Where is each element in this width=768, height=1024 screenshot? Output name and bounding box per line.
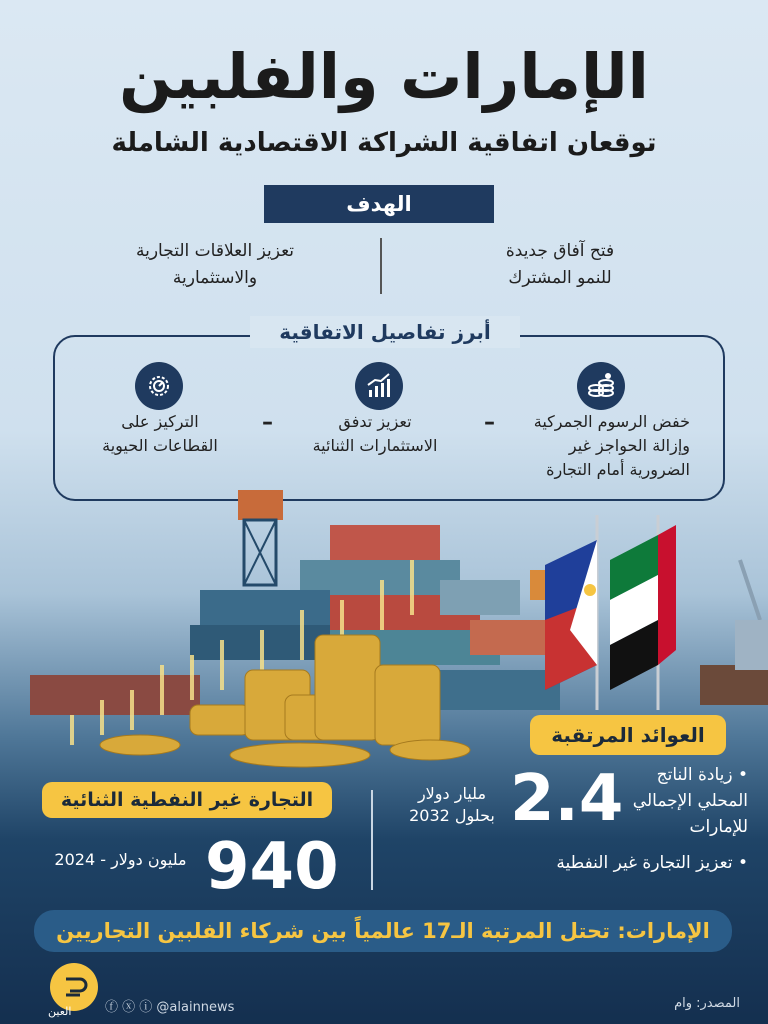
social-icons: ⓕ ⓧ ⓘ [105, 1000, 157, 1015]
gdp-unit [398, 783, 506, 827]
detail-item-2-line2: الاستثمارات الثنائية [312, 436, 438, 455]
bullet-dot: • [732, 765, 748, 785]
tower-illustration [238, 490, 283, 585]
gdp-unit-line1: مليار دولار [417, 784, 487, 803]
trade-unit: مليون دولار - 2024 [54, 850, 187, 869]
source-credit: المصدر: وام [674, 996, 740, 1011]
separator-dash: – [262, 410, 273, 435]
goal-left [80, 238, 350, 292]
goal-right-line2: للنمو المشترك [508, 268, 612, 288]
detail-item-1-line2: وإزالة الحواجز غير [568, 436, 690, 455]
gdp-value: 2.4 [510, 762, 624, 836]
goal-label: الهدف [264, 185, 494, 223]
section-divider [371, 790, 373, 890]
growth-chart-icon [355, 362, 403, 410]
page-title: الإمارات والفلبين [119, 40, 649, 113]
gear-icon [135, 362, 183, 410]
detail-item-1 [480, 410, 690, 482]
goal-right [430, 238, 690, 292]
goal-right-line1: فتح آفاق جديدة [505, 241, 615, 261]
philippines-flag-icon [545, 515, 597, 710]
bottom-banner: الإمارات: تحتل المرتبة الـ17 عالمياً بين شركاء الفلبين التجاريين [34, 910, 732, 952]
detail-item-3 [70, 410, 250, 458]
details-title: أبرز تفاصيل الاتفاقية [250, 316, 520, 348]
detail-item-1-line3: الضرورية أمام التجارة [546, 460, 690, 479]
crane-illustration [735, 560, 768, 670]
detail-item-1-line1: خفض الرسوم الجمركية [533, 412, 690, 431]
trade-value: 940 [205, 830, 339, 904]
gdp-desc-line2: المحلي الإجمالي [632, 791, 748, 811]
gdp-desc-line3: للإمارات [689, 817, 748, 837]
goal-left-line1: تعزيز العلاقات التجارية [135, 241, 295, 261]
gdp-unit-line2: بحلول 2032 [409, 806, 495, 825]
coins-icon [577, 362, 625, 410]
bullet-dot: • [732, 853, 748, 873]
social-handle: ⓕ ⓧ ⓘ @alainnews [105, 1000, 235, 1015]
gdp-desc-line1: • زيادة الناتج [656, 765, 748, 785]
logo-text: العين [48, 1005, 72, 1018]
detail-item-3-line2: القطاعات الحيوية [102, 436, 218, 455]
separator-dash: – [484, 410, 495, 435]
detail-item-2-line1: تعزيز تدفق [338, 412, 412, 431]
alain-logo [50, 963, 98, 1011]
page-subtitle: توقعان اتفاقية الشراكة الاقتصادية الشاملة [111, 128, 657, 158]
benefits-label: العوائد المرتقبة [530, 715, 726, 755]
uae-flag-icon [610, 515, 676, 710]
trade-label: التجارة غير النفطية الثنائية [42, 782, 332, 818]
detail-item-2 [285, 410, 465, 458]
goal-divider [380, 238, 382, 294]
goal-left-line2: والاستثمارية [172, 268, 258, 288]
non-oil-trade-bullet: • تعزيز التجارة غير النفطية [556, 853, 748, 873]
detail-item-3-line1: التركيز على [121, 412, 199, 431]
